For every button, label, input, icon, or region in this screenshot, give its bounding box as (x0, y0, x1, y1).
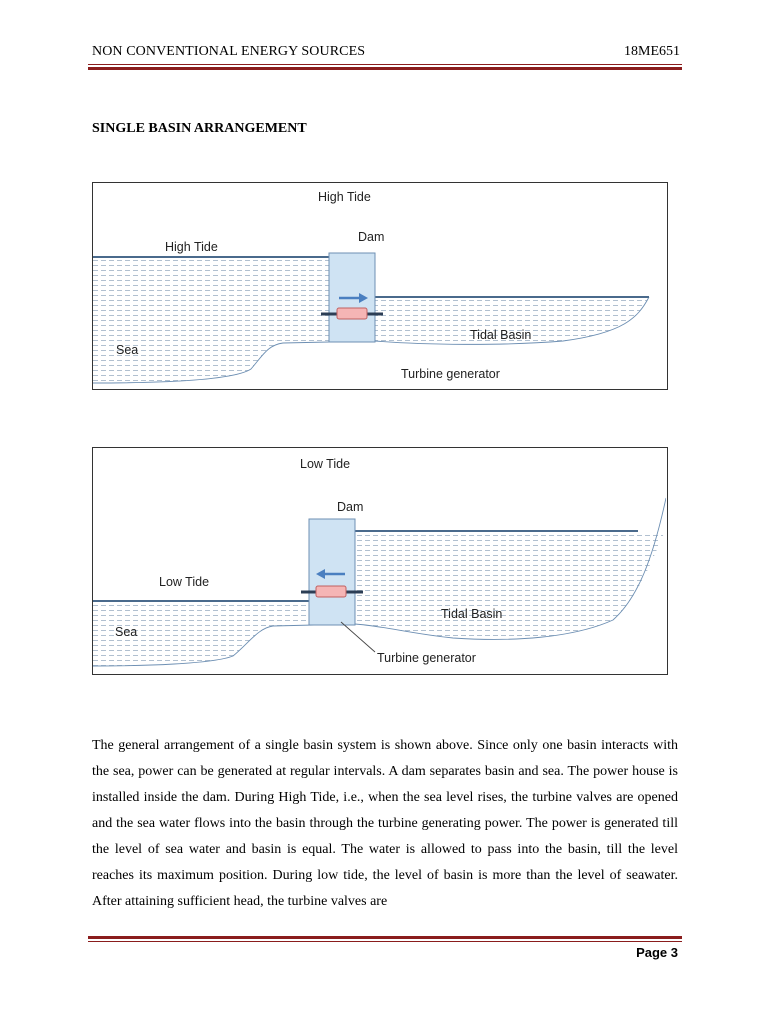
basin-water (355, 531, 665, 639)
low-tide-svg (93, 448, 666, 673)
header-rule-thin (88, 64, 682, 65)
page-number: Page 3 (636, 945, 678, 960)
dam (309, 519, 355, 625)
top-label: Low Tide (300, 457, 351, 471)
dam-label: Dam (358, 230, 385, 244)
turbine-body (316, 586, 346, 597)
high-tide-diagram (92, 182, 668, 390)
sea-label: Sea (116, 343, 139, 357)
sea-water (93, 257, 329, 383)
top-label: High Tide (318, 190, 371, 204)
turbine-body (337, 308, 367, 319)
sea-level-label: High Tide (165, 240, 218, 254)
basin-label: Tidal Basin (441, 607, 503, 621)
running-header-code: 18ME651 (624, 44, 680, 59)
high-tide-svg (93, 183, 666, 388)
dam-label: Dam (337, 500, 364, 514)
low-tide-diagram (92, 447, 668, 675)
turbine-leader-line (341, 622, 375, 652)
sea-label: Sea (115, 625, 138, 639)
turbine-label: Turbine generator (401, 367, 500, 381)
section-title: SINGLE BASIN ARRANGEMENT (92, 121, 307, 136)
header-rule-thick (88, 67, 682, 70)
footer-rule-thick (88, 936, 682, 939)
running-header-title: NON CONVENTIONAL ENERGY SOURCES (92, 44, 366, 59)
footer-rule-thin (88, 941, 682, 942)
basin-label: Tidal Basin (470, 328, 532, 342)
sea-level-label: Low Tide (159, 575, 210, 589)
body-paragraph: The general arrangement of a single basin system is shown above. Since only one basin interacts with the sea, power can be generated at regular intervals. A dam separates basin and sea. The power house is installed inside the dam. During High Tide, i.e., when the sea level rises, the turbine valves are opened and the sea water flows into the basin through the turbine generating power. The power is generated till the level of sea water and basin is equal. The water is allowed to pass into the basin, till the level reaches its maximum position. During low tide, the level of basin is more than the level of seawater. After attaining sufficient head, the turbine valves are (92, 738, 678, 909)
turbine-label: Turbine generator (377, 651, 476, 665)
